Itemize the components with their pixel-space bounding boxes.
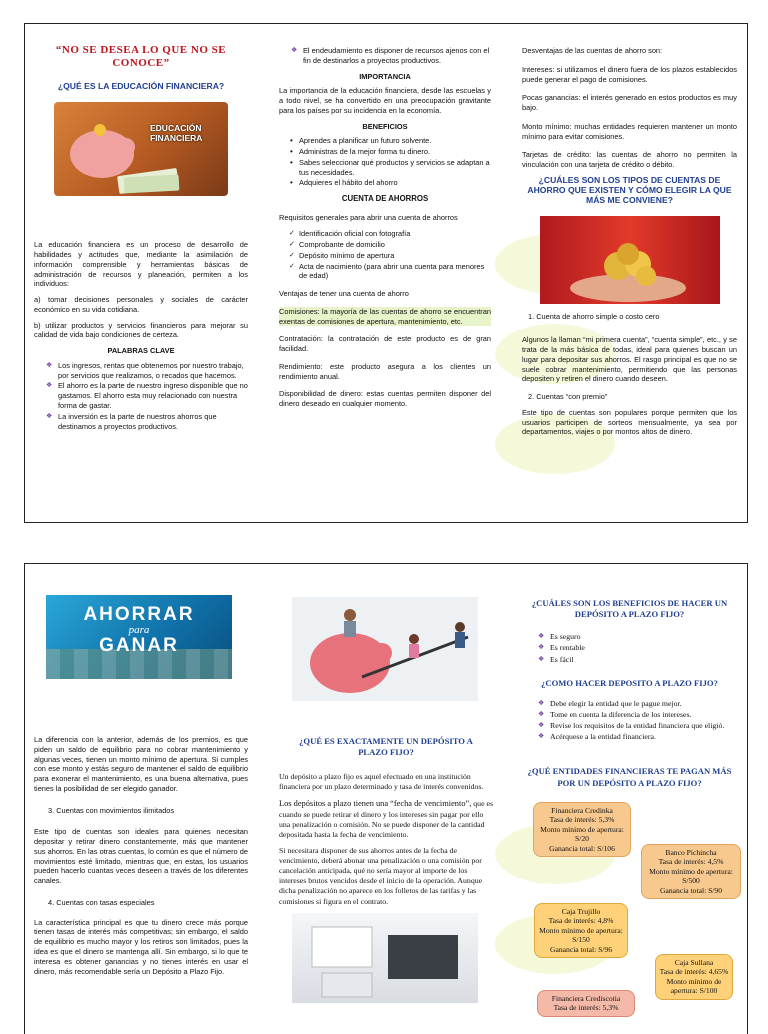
piggy-bank-seesaw-icon xyxy=(292,597,478,701)
list-item: ❖ Tome en cuenta la diferencia de los intereses. xyxy=(538,710,737,720)
requirements-intro: Requisitos generales para abrir una cuenta de ahorros xyxy=(279,213,458,223)
list-item: • Aprendes a planificar un futuro solvente. xyxy=(287,136,491,146)
fixed-deposit-definition: Un depósito a plazo fijo es aquel efectuado en una institución financiera por un plazo determinado y tasa de interés convenidos. xyxy=(279,772,484,792)
banner-line-1: AHORRAR xyxy=(83,604,195,625)
savings-account-heading: CUENTA DE AHORROS xyxy=(341,194,429,204)
entity-card xyxy=(655,954,733,1000)
entity-rate: Tasa de interés: 5,3% xyxy=(549,815,615,825)
list-item: • Sabes seleccionar qué productos y servicios se adaptan a tus necesidades. xyxy=(287,158,491,178)
fixed-deposit-maturity xyxy=(279,799,493,840)
entity-card xyxy=(641,844,741,899)
definition-point-b: b) utilizar productos y servicios financieros para mejorar su calidad de vida bajo condiciones de certeza. xyxy=(34,320,248,340)
account-type-4-title: 4. Cuentas con tasas especiales xyxy=(48,897,155,907)
image-caption: EDUCACIÓN FINANCIERA xyxy=(150,123,203,144)
entity-min: Monto mínimo de apertura: S/500 xyxy=(649,866,733,886)
entity-min: Monto mínimo de apertura: S/150 xyxy=(539,925,623,945)
page1-right-column xyxy=(522,24,737,443)
entity-rate: Tasa de interés: 4,65% xyxy=(659,967,729,977)
brochure-page-1 xyxy=(24,23,748,523)
list-item: ✓ Comprobante de domicilio xyxy=(287,240,491,250)
keywords-list-continued xyxy=(279,46,491,66)
section-heading: ¿QUÉ ES LA EDUCACIÓN FINANCIERA? xyxy=(57,81,225,92)
disadvantage-item: Intereses: si utilizamos el dinero fuera de los plazos establecidos puede generar el pago de comisiones. xyxy=(522,64,737,84)
entity-rate: Tasa de interés: 5,3% xyxy=(553,1003,619,1013)
list-item: ❖ El endeudamiento es disponer de recursos ajenos con el fin de destinarlos a proyectos productivos. xyxy=(291,46,491,66)
list-item: ❖ El ahorro es la parte de nuestro ingreso disponible que no gastamos. El ahorro esta muy relacionado con nuestra forma de gastar. xyxy=(46,381,248,410)
definition-text: La educación financiera es un proceso de desarrollo de habilidades y actitudes que, mediante la asimilación de información comprensible y herramientas básicas de administración de recursos y planeación, permiten a los individuos: xyxy=(34,240,248,289)
fixed-deposit-question: ¿QUÉ ES EXACTAMENTE UN DEPÓSITO A PLAZO FIJO? xyxy=(299,736,473,758)
advantage-item: Disponibilidad de dinero: estas cuentas permiten disponer del dinero deseado en cualquier momento. xyxy=(279,389,491,409)
list-item: ✓ Identificación oficial con fotografía xyxy=(287,229,491,239)
list-item: ❖ La inversión es la parte de nuestros ahorros que destinamos a proyectos productivos. xyxy=(46,412,248,432)
gold-coins-image xyxy=(540,216,720,304)
account-type-2-text: Este tipo de cuentas son populares porque permiten que los usuarios participen de sorteos mensualmente, ya sea por departamentos, viajes o por montos altos de dinero. xyxy=(522,407,737,437)
list-item: ❖ Es rentable xyxy=(538,643,737,653)
entities-question: ¿QUÉ ENTIDADES FINANCIERAS TE PAGAN MÁS POR UN DEPÓSITO A PLAZO FIJO? xyxy=(527,766,732,788)
maturity-text: que es cuando se puede retirar el dinero y los intereses sin pagar por ello una penalización o comisión. No se puede disponer de la cantidad depositada hasta la fecha de vencimiento. xyxy=(279,798,493,839)
brochure-page-2 xyxy=(24,563,748,1034)
list-item: ❖ Revise los requisitos de la entidad financiera que eligió. xyxy=(538,721,737,731)
brochure-title: “NO SE DESEA LO QUE NO SE CONOCE” xyxy=(55,44,227,70)
page1-left-column xyxy=(34,24,248,436)
disadvantage-item: Pocas ganancias: el interés generado en estos productos es muy bajo. xyxy=(522,93,737,113)
list-item: ❖ Los ingresos, rentas que obtenemos por nuestro trabajo, por servicios que realizamos, o recados que hacemos. xyxy=(46,361,248,381)
advantage-item: Contratación: la contratación de este producto es de gran facilidad. xyxy=(279,334,491,354)
entity-gain: Ganancia total: S/106 xyxy=(549,843,615,853)
benefits-question: ¿CUÁLES SON LOS BENEFICIOS DE HACER UN DEPÓSITO A PLAZO FIJO? xyxy=(531,598,728,620)
keywords-list xyxy=(34,361,248,431)
disadvantages-heading: Desventajas de las cuentas de ahorro son: xyxy=(522,46,663,55)
list-item: ✓ Acta de nacimiento (para abrir una cuenta para menores de edad) xyxy=(287,262,491,282)
page2-middle-column xyxy=(279,564,493,1003)
benefits-list xyxy=(279,136,491,188)
premium-account-continued: La diferencia con la anterior, además de los premios, es que piden un saldo de equilibrio para no cobrar mantenimiento y algunas veces, tienen un monto mínimo de apertura. Si cumples con ese monto y estás seguro de mantener el saldo de equilibrio para exonerar el mantenimiento, es una buena alternativa, pues tienes la posibilidad de ser elegido ganador. xyxy=(34,735,248,793)
maturity-emphasis: Los depósitos a plazo tienen una “fecha de vencimiento”, xyxy=(279,798,472,808)
entity-rate: Tasa de interés: 4,8% xyxy=(548,916,614,926)
entity-gain: Ganancia total: S/90 xyxy=(660,885,722,895)
list-item: ❖ Acérquese a la entidad financiera. xyxy=(538,732,737,742)
entity-name: Financiera Credinka xyxy=(551,806,613,815)
entity-min: Monto mínimo de apertura: S/100 xyxy=(666,976,722,996)
how-to-question: ¿COMO HACER DEPOSITO A PLAZO FIJO? xyxy=(541,677,718,688)
entity-name: Banco Pichincha xyxy=(665,848,717,857)
account-type-1-text: Algunos la llaman “mi primera cuenta”, “cuenta simple”, etc., y se trata de la más básica de todas, ideal para quienes buscan un lugar para depositar sus ahorros. El rasgo principal es que no se suele cobrar mantenimiento, permitiendo que las personas depositen y retiren el dinero cuando deseen. xyxy=(522,335,737,384)
account-type-1-title: 1. Cuenta de ahorro simple o costo cero xyxy=(528,311,660,321)
definition-point-a: a) tomar decisiones personales y sociales de carácter económico en su vida cotidiana. xyxy=(34,295,248,314)
list-item: • Adquieres el hábito del ahorro xyxy=(287,178,491,188)
page2-left-column xyxy=(34,564,248,982)
disadvantage-item: Monto mínimo: muchas entidades requieren mantener un monto mínimo para evitar comisiones. xyxy=(522,121,737,141)
banner-line-2: para xyxy=(128,624,150,636)
fixed-deposit-benefits xyxy=(522,632,737,664)
account-type-3-text: Este tipo de cuentas son ideales para quienes necesitan depositar y retirar dinero constantemente, más que mantener sus ahorros. En las otras cuentas, lo común es que el número de movimientos esté limitado, mientras que, en estas, los usuarios pueden hacerlo cuantas veces deseen a través de los diferentes canales. xyxy=(34,827,248,886)
entity-card xyxy=(537,990,635,1017)
account-types-heading: ¿CUÁLES SON LOS TIPOS DE CUENTAS DE AHORRO QUE EXISTEN Y CÓMO ELEGIR LA QUE MÁS ME CONVIENE? xyxy=(527,174,732,205)
advantage-item: Rendimiento: este producto asegura a los clientes un rendimiento anual. xyxy=(279,361,491,381)
disadvantage-item: Tarjetas de crédito: las cuentas de ahorro no permiten la vinculación con una tarjeta de crédito o débito. xyxy=(522,150,737,170)
how-to-steps xyxy=(522,699,737,743)
importance-text: La importancia de la educación financiera, desde las escuelas y a todo nivel, se ha convertido en una preocupación gravitante para los países por su incidencia en la economía. xyxy=(279,86,491,115)
entity-gain: Ganancia total: S/96 xyxy=(550,944,612,954)
piggy-seesaw-image xyxy=(292,597,478,701)
entity-card xyxy=(533,802,631,857)
requirements-list xyxy=(279,229,491,281)
advantages-heading: Ventajas de tener una cuenta de ahorro xyxy=(279,289,409,299)
importance-heading: IMPORTANCIA xyxy=(359,71,411,81)
coins-in-hands-icon xyxy=(540,216,720,304)
page1-middle-column xyxy=(279,24,491,415)
piggy-bank-icon xyxy=(54,102,228,196)
advantage-item: Comisiones: la mayoría de las cuentas de ahorro se encuentran exentas de comisiones de apertura, mantenimiento, etc. xyxy=(279,306,491,326)
entity-name: Financiera Crediscotia xyxy=(551,994,621,1003)
account-type-2-title: 2. Cuentas “con premio” xyxy=(528,392,608,402)
banner-line-3: GANAR xyxy=(99,635,179,657)
list-item: ❖ Es fácil xyxy=(538,655,737,665)
entity-name: Caja Trujillo xyxy=(561,907,601,916)
list-item: ❖ Es seguro xyxy=(538,632,737,642)
financial-education-image xyxy=(54,102,228,196)
list-item: ✓ Depósito mínimo de apertura xyxy=(287,251,491,261)
save-to-earn-banner xyxy=(46,595,232,679)
office-desk-image xyxy=(292,913,478,1003)
entity-card xyxy=(534,903,628,958)
laptop-desk-icon xyxy=(292,913,478,1003)
account-type-4-text: La característica principal es que tu dinero crece más porque tienen tasas de interés más competitivas; sin embargo, el saldo de equilibrio es mucho mayor y los retiros son limitados, pues la idea es que el dinero se mantenga allí. Sin embargo, si lo que te interesa es obtener ganancias y no tienes interés en usar el dinero, más recomendable sería un Depósito a Plazo Fijo. xyxy=(34,917,248,976)
entity-rate: Tasa de interés: 4,5% xyxy=(658,857,724,867)
list-item: • Administras de la mejor forma tu dinero. xyxy=(287,147,491,157)
entity-min: Monto mínimo de apertura: S/20 xyxy=(540,824,624,844)
fixed-deposit-penalty: Si necesitara disponer de sus ahorros antes de la fecha de vencimiento, deberá abonar una penalización o una comisión por cancelación anticipada, qué no sería mayor al importe de los intereses brutos vencidos desde el inicio de la operación. Aunque dicha penalización no aparece en los folletos de las tarifas y las comisiones si figura en el contrato. xyxy=(279,845,483,906)
entity-name: Caja Sullana xyxy=(674,958,714,967)
page2-right-column xyxy=(522,564,737,789)
keywords-heading: PALABRAS CLAVE xyxy=(107,346,175,356)
benefits-heading: BENEFICIOS xyxy=(362,121,408,131)
list-item: ❖ Debe elegir la entidad que le pague mejor. xyxy=(538,699,737,709)
account-type-3-title: 3. Cuentas con movimientos ilimitados xyxy=(48,805,175,815)
